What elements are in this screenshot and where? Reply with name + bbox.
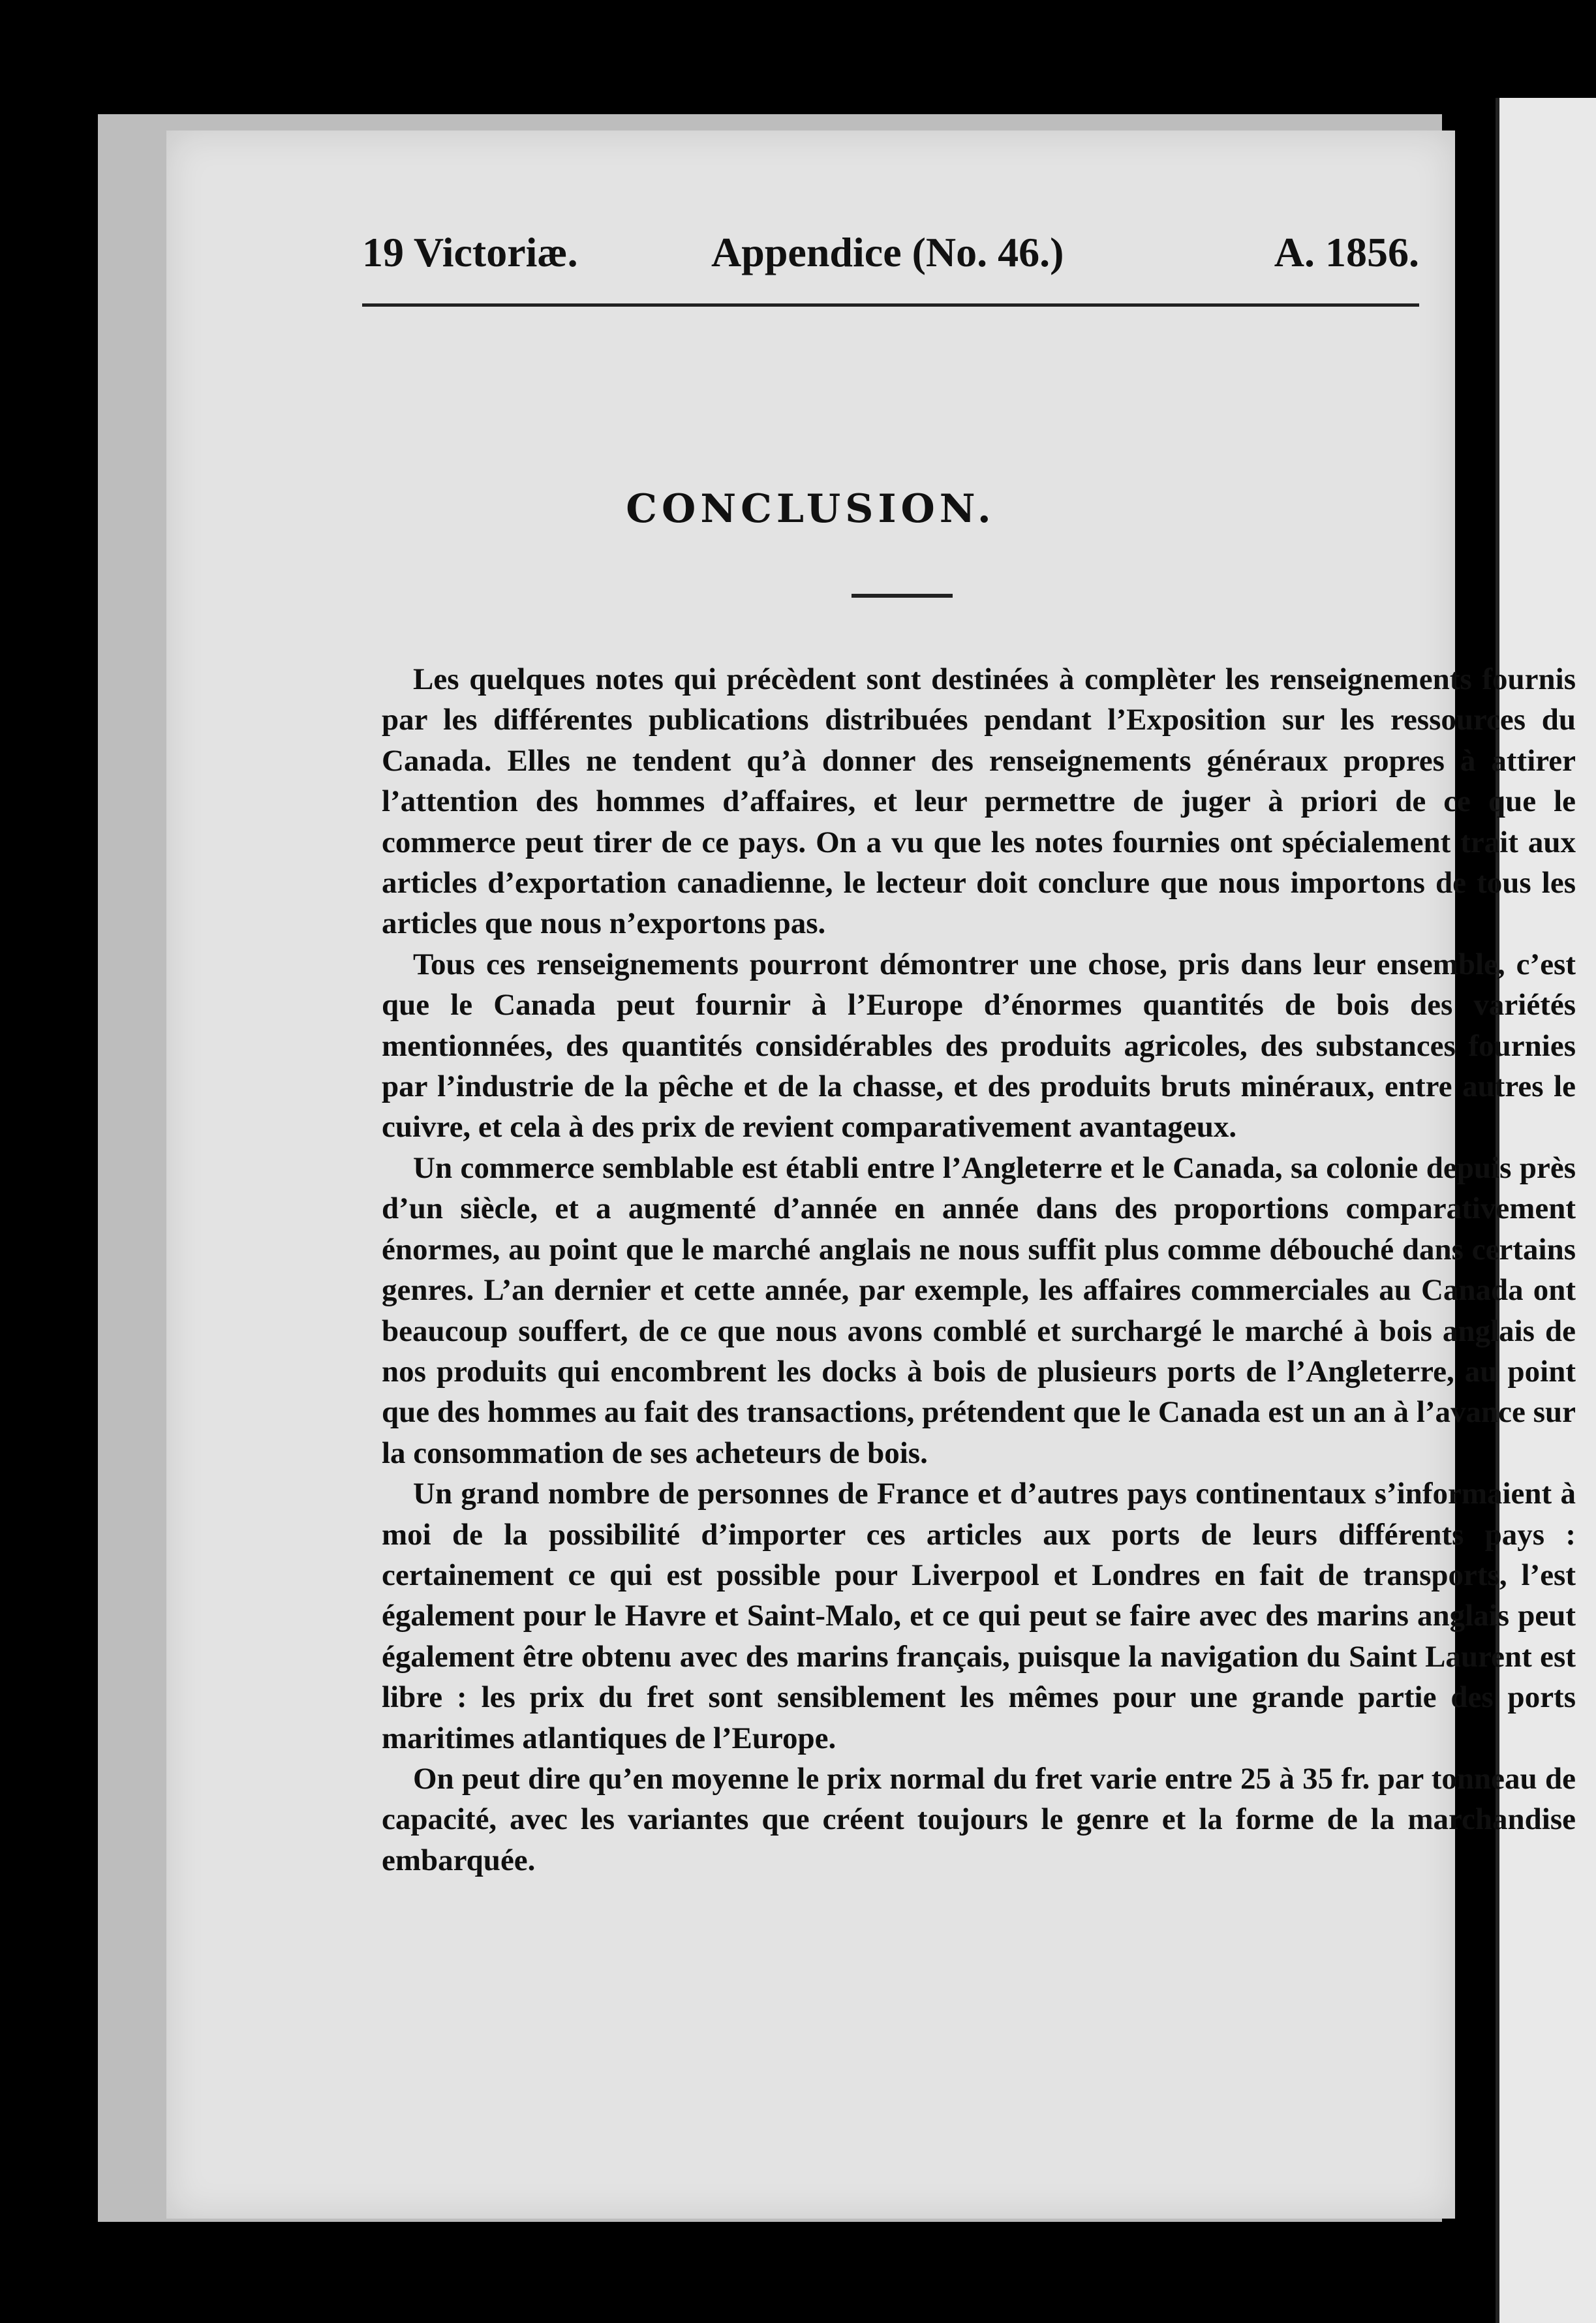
paragraph: On peut dire qu’en moyenne le prix normal du fret varie entre 25 à 35 fr. par tonneau de capacité, avec les variantes que créent toujours le genre et la forme de la marchandise embarquée. [382, 1761, 1576, 1877]
running-header [362, 228, 1419, 300]
header-appendix: Appendice (No. 46.) [711, 229, 1064, 275]
header-session: 19 Victoriæ. [362, 229, 578, 275]
paragraph: Un grand nombre de personnes de France et d’autres pays continentaux s’informaient à moi de la possibilité d’importer ces articles aux ports de leurs différents pays : certainement ce qui est possible pour Liverpool et Londres en fait de transports, l’est également pour le Havre et Saint-Malo, et ce qui peut se faire avec des marins anglais peut également être obtenu avec des marins français, puisque la navigation du Saint Laurent est libre : les prix du fret sont sensiblement les mêmes pour une grande partie des ports maritimes atlantiques de l’Europe. [382, 1477, 1576, 1755]
paragraph: Tous ces renseignements pourront démontrer une chose, pris dans leur ensemble, c’est que le Canada peut fournir à l’Europe d’énormes quantités de bois des variétés mentionnées, des quantités considérables des produits agricoles, des substances fournies par l’industrie de la pêche et de la chasse, et des produits bruts minéraux, entre autres le cuivre, et cela à des prix de revient comparativement avantageux. [382, 947, 1576, 1145]
paragraph: Un commerce semblable est établi entre l’Angleterre et le Canada, sa colonie depuis près d’un siècle, et a augmenté d’année en année dans des proportions comparativement énormes, au point que le marché anglais ne nous suffit plus comme débouché dans certains genres. L’an dernier et cette année, par exemple, les affaires commerciales au Canada ont beaucoup souffert, de ce que nous avons comblé et surchargé le marché à bois anglais de nos produits qui encombrent les docks à bois de plusieurs ports de l’Angleterre, au point que des hommes au fait des transactions, prétendent que le Canada est un an à l’avance sur la consommation de ses acheteurs de bois. [382, 1150, 1576, 1470]
header-rule [362, 303, 1419, 307]
title-rule [852, 594, 953, 598]
body-text [382, 659, 1576, 1881]
document-page [166, 131, 1576, 2219]
section-title: CONCLUSION. [626, 486, 996, 532]
paragraph: Les quelques notes qui précèdent sont destinées à complèter les renseignements fournis par les différentes publications distribuées pendant l’Exposition sur les ressources du Canada. Elles ne tendent qu’à donner des renseignements généraux propres à attirer l’attention des hommes d’affaires, et leur permettre de juger à priori de ce que le commerce peut tirer de ce pays. On a vu que les notes fournies ont spécialement trait aux articles d’exportation canadienne, le lecteur doit conclure que nous importons de tous les articles que nous n’exportons pas. [382, 662, 1576, 941]
header-year: A. 1856. [1274, 229, 1419, 275]
